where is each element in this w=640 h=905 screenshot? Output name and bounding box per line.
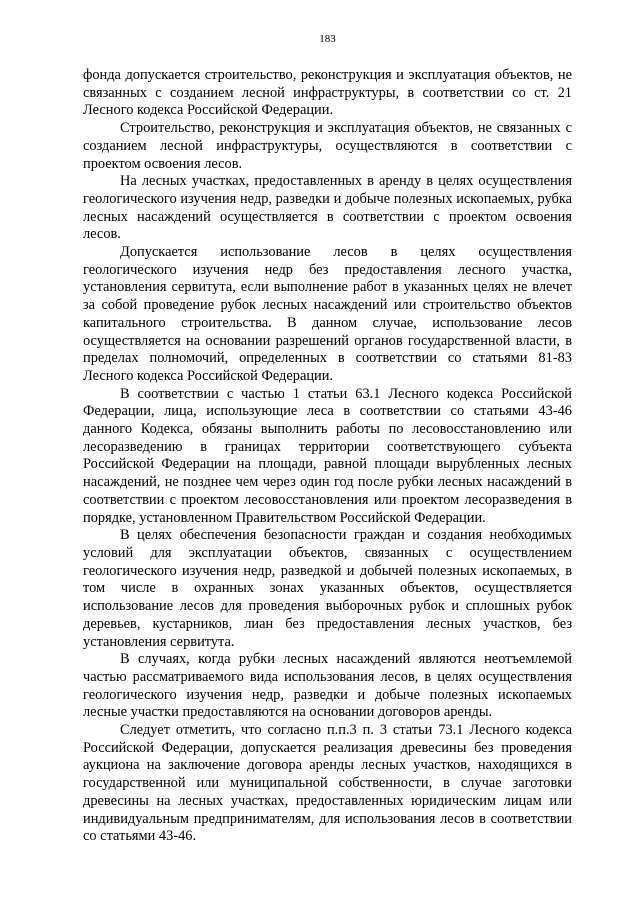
- paragraph: Следует отметить, что согласно п.п.3 п. 3 статьи 73.1 Лесного кодекса Российской Федерации, допускается реализация древесины без проведения аукциона на заключение договора аренды лесных участков, находящихся в государственной или муниципальной собственности, в случае заготовки древесины на лесных участках, предоставленных юридическим лицам или индивидуальным предпринимателям, для использования лесов в соответствии со статьями 43-46.: [83, 722, 572, 845]
- paragraph: В соответствии с частью 1 статьи 63.1 Лесного кодекса Российской Федерации, лица, использующие леса в соответствии со статьями 43-46 данного Кодекса, обязаны выполнить работы по лесовосстановлению или лесоразведению в границах территории соответствующего субъекта Российской Федерации на площади, равной площади вырубленных лесных насаждений, не позднее чем через один год после рубки лесных насаждений в соответствии с проектом лесовосстановления или проектом лесоразведения в порядке, установленном Правительством Российской Федерации.: [83, 385, 572, 526]
- paragraph-continued: фонда допускается строительство, реконструкция и эксплуатация объектов, не связанных с созданием лесной инфраструктуры, в соответствии со ст. 21 Лесного кодекса Российской Федерации.: [83, 67, 572, 119]
- body-text: [83, 67, 572, 846]
- paragraph: Допускается использование лесов в целях осуществления геологического изучения недр без предоставления лесного участка, установления сервитута, если выполнение работ в указанных целях не влечет за собой проведение рубок лесных насаждений или строительство объектов капитального строительства. В данном случае, использование лесов осуществляется на основании разрешений органов государственной власти, в пределах полномочий, определенных в соответствии со статьями 81-83 Лесного кодекса Российской Федерации.: [83, 244, 572, 384]
- paragraph: На лесных участках, предоставленных в аренду в целях осуществления геологического изучения недр, разведки и добыче полезных ископаемых, рубка лесных насаждений осуществляется в соответствии с проектом освоения лесов.: [83, 173, 572, 243]
- paragraph: Строительство, реконструкция и эксплуатация объектов, не связанных с созданием лесной инфраструктуры, осуществляются в соответствии с проектом освоения лесов.: [83, 120, 572, 172]
- paragraph: В целях обеспечения безопасности граждан и создания необходимых условий для эксплуатации объектов, связанных с осуществлением геологического изучения недр, разведкой и добычей полезных ископаемых, в том числе в охранных зонах указанных объектов, осуществляется использование лесов для проведения выборочных рубок и сплошных рубок деревьев, кустарников, лиан без предоставления лесных участков, без установления сервитута.: [83, 527, 572, 650]
- page-number: 183: [319, 33, 336, 45]
- document-page: [83, 33, 572, 846]
- paragraph: В случаях, когда рубки лесных насаждений являются неотъемлемой частью рассматриваемого вида использования лесов, в целях осуществления геологического изучения недр, разведки и добыче полезных ископаемых лесные участки предоставляются на основании договоров аренды.: [83, 651, 572, 721]
